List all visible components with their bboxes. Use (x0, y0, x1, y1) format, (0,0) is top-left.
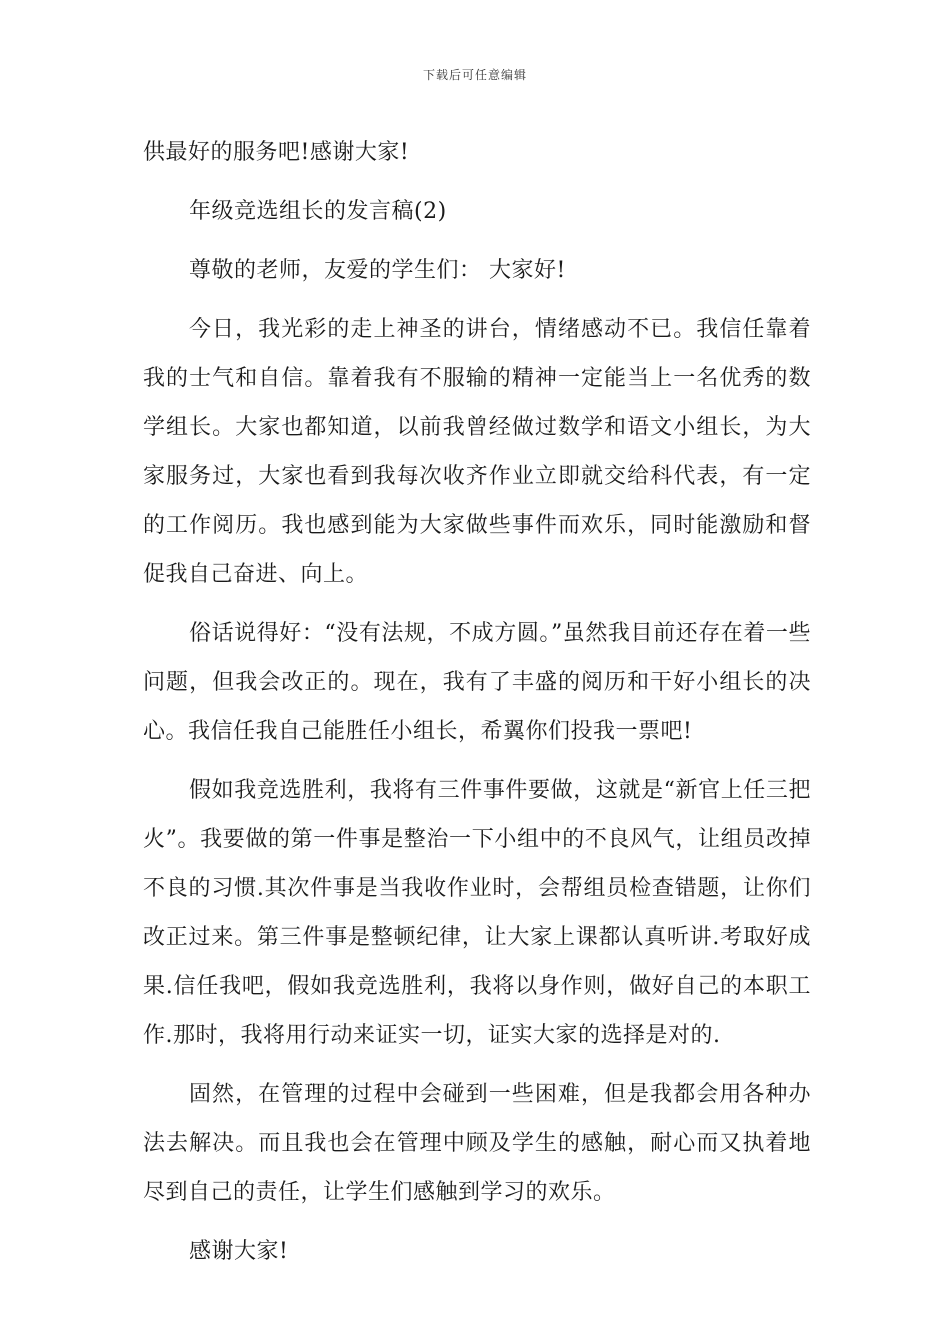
body-paragraph: 固然，在管理的过程中会碰到一些困难，但是我都会用各种办法去解决。而且我也会在管理中顾及学生的感触，耐心而又执着地尽到自己的责任，让学生们感触到学习的欢乐。 (143, 1082, 811, 1205)
document-body (143, 128, 811, 1286)
body-paragraph: 俗话说得好：“没有法规，不成方圆。”虽然我目前还存在着一些问题，但我会改正的。现在，我有了丰盛的阅历和干好小组长的决心。我信任我自己能胜任小组长，希翼你们投我一票吧! (143, 621, 811, 744)
page-header: 下载后可任意编辑 (422, 68, 527, 82)
greeting-paragraph: 尊敬的老师，友爱的学生们： 大家好! (189, 258, 566, 283)
closing-paragraph: 感谢大家! (189, 1239, 289, 1264)
body-paragraph: 假如我竞选胜利，我将有三件事件要做，这就是“新官上任三把火”。我要做的第一件事是整治一下小组中的不良风气，让组员改掉不良的习惯.其次件事是当我收作业时，会帮组员检查错题，让你们改正过来。第三件事是整顿纪律，让大家上课都认真听讲.考取好成果.信任我吧，假如我竞选胜利，我将以身作则，做好自己的本职工作.那时，我将用行动来证实一切，证实大家的选择是对的. (143, 778, 811, 1048)
section-title: 年级竞选组长的发言稿(2) (189, 199, 447, 224)
body-paragraph: 今日，我光彩的走上神圣的讲台，情绪感动不已。我信任靠着我的士气和自信。靠着我有不服输的精神一定能当上一名优秀的数学组长。大家也都知道，以前我曾经做过数学和语文小组长，为大家服务过，大家也看到我每次收齐作业立即就交给科代表，有一定的工作阅历。我也感到能为大家做些事件而欢乐，同时能激励和督促我自己奋进、向上。 (143, 317, 811, 587)
paragraph-closing-fragment: 供最好的服务吧!感谢大家! (143, 140, 410, 165)
